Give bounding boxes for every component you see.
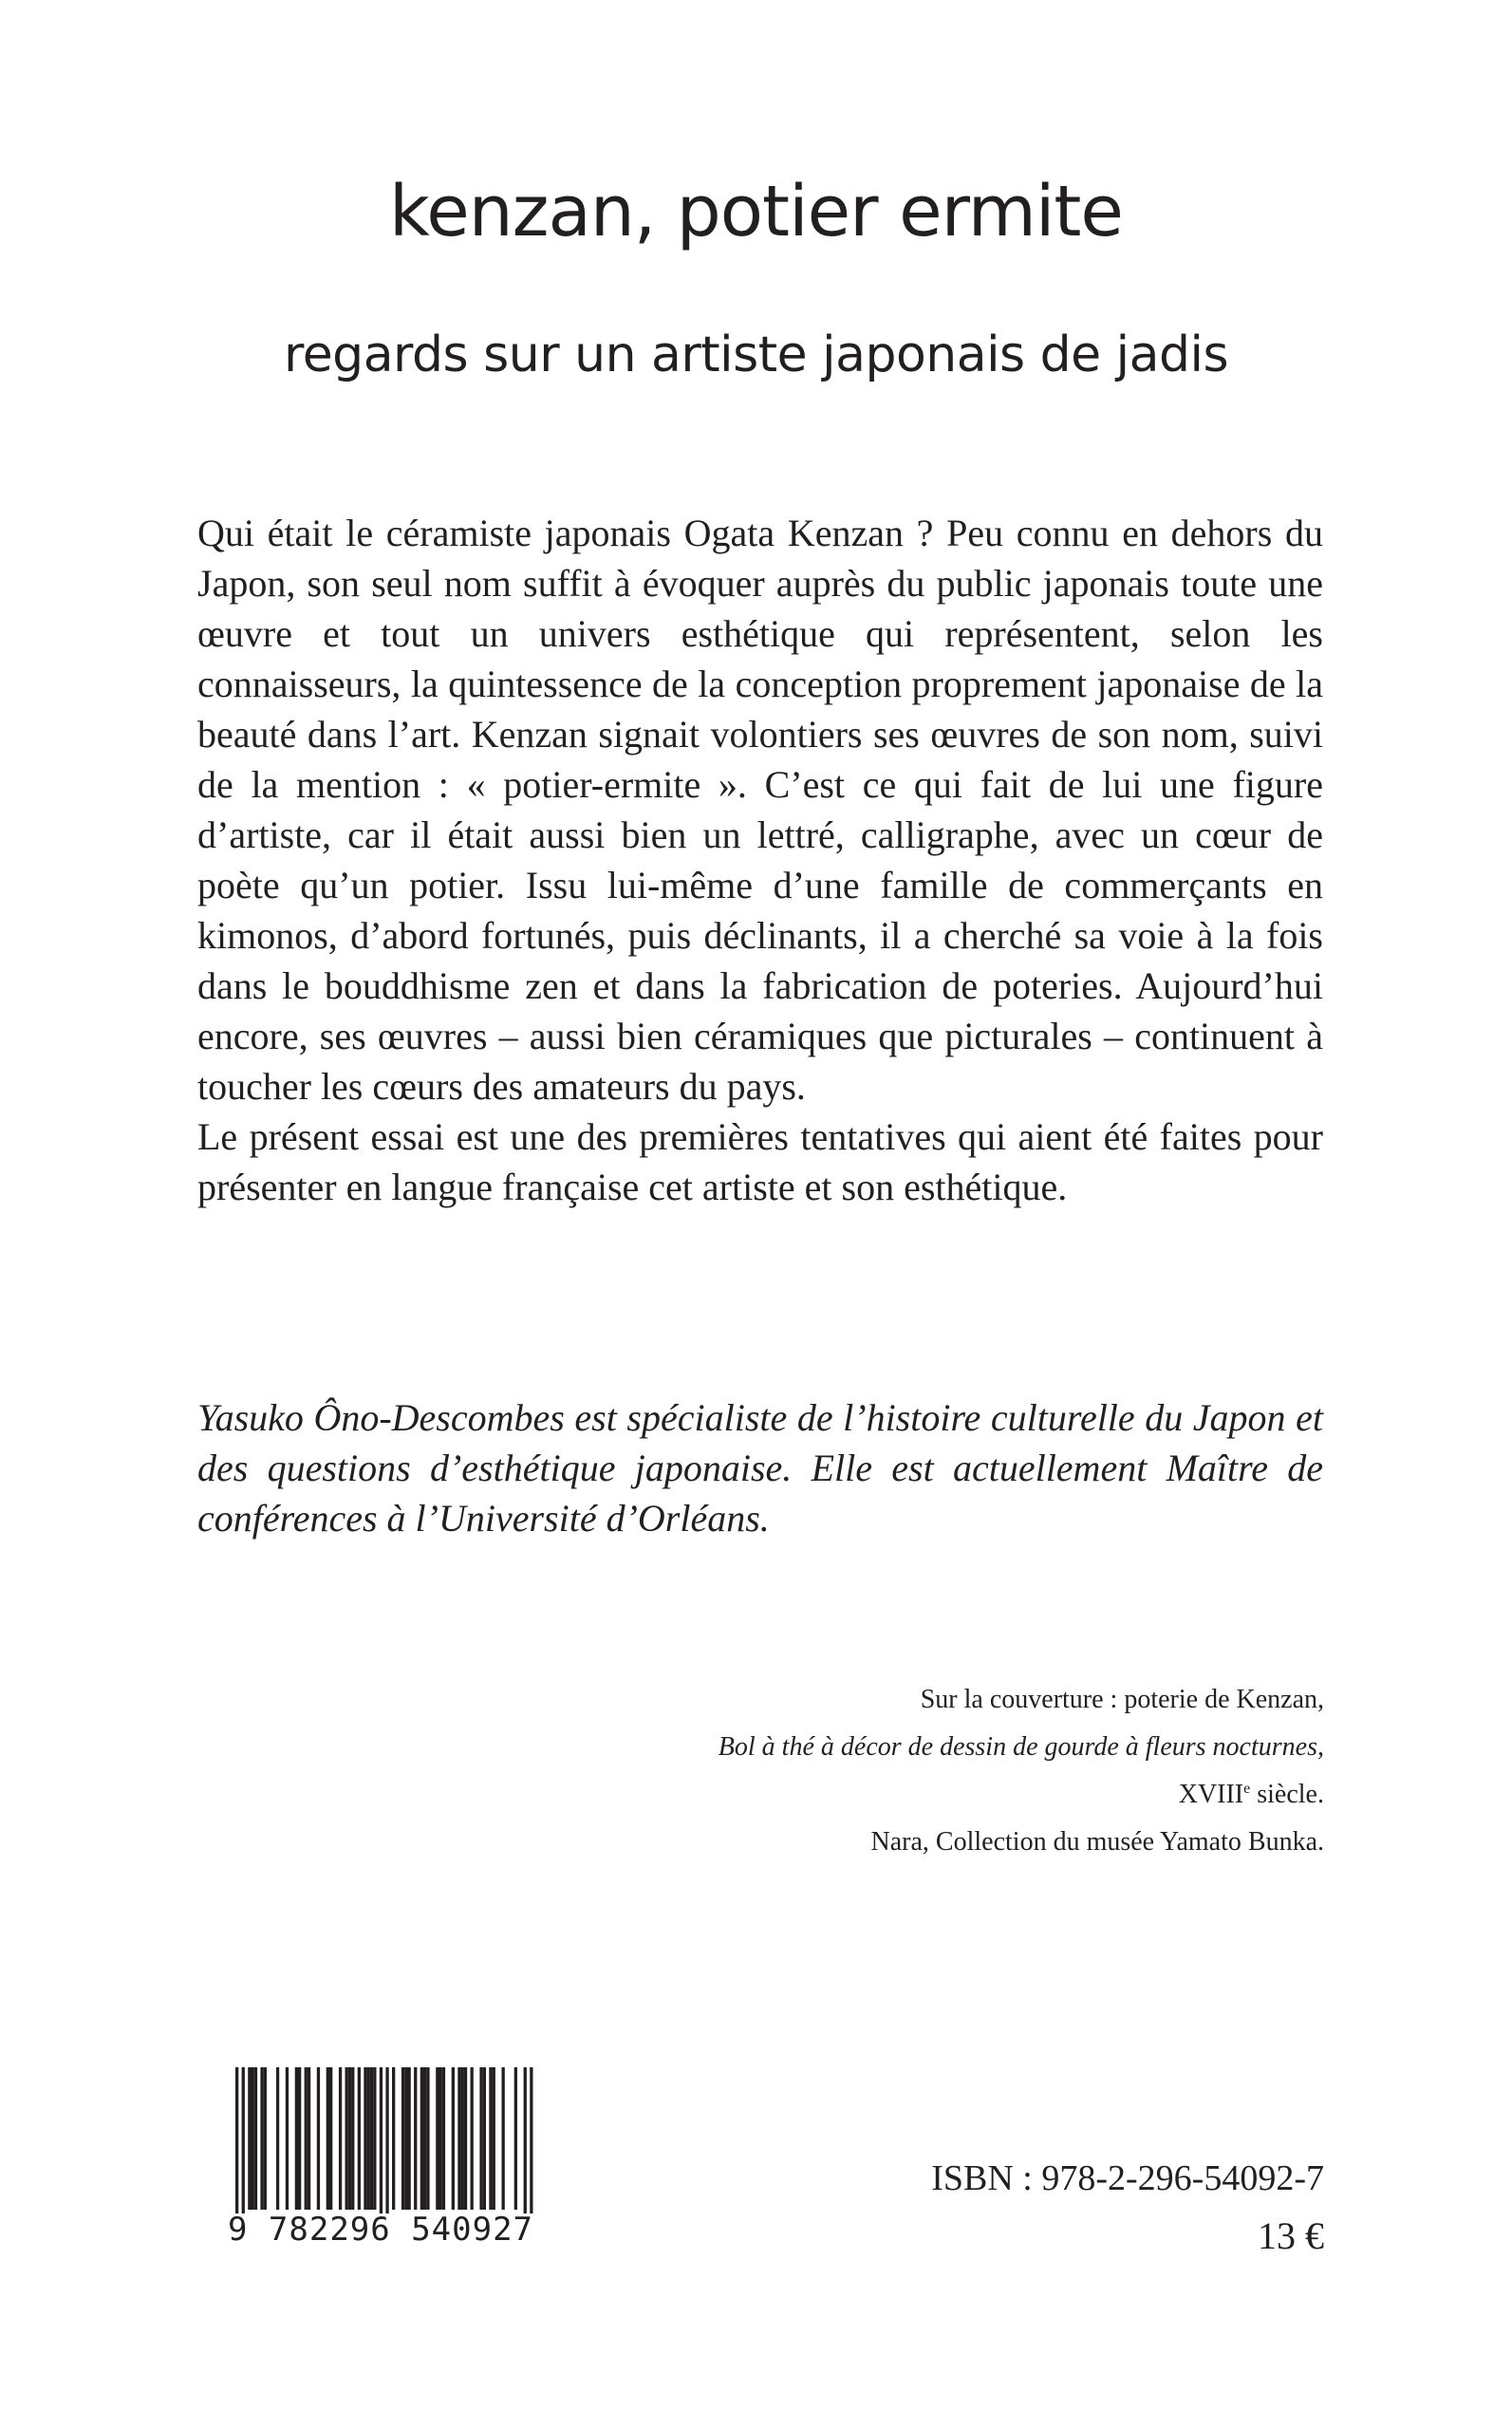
barcode-bar xyxy=(367,2067,370,2210)
barcode-bar xyxy=(524,2067,527,2231)
price: 13 € xyxy=(1258,2214,1324,2257)
barcode-bar xyxy=(298,2067,301,2210)
barcode-bar xyxy=(295,2067,298,2210)
barcode-bar xyxy=(423,2067,426,2210)
barcode-bar xyxy=(439,2067,442,2210)
barcode-bar xyxy=(461,2067,464,2210)
barcode-bar xyxy=(364,2067,366,2210)
cover-caption-line-1: Sur la couverture : poterie de Kenzan, xyxy=(920,1685,1324,1714)
century-superscript: e xyxy=(1243,1781,1251,1797)
isbn-number: ISBN : 978-2-296-54092-7 xyxy=(931,2158,1324,2198)
barcode-bar xyxy=(264,2067,267,2210)
barcode-bar xyxy=(483,2067,486,2210)
barcode-bars xyxy=(216,2067,545,2288)
century-text: siècle. xyxy=(1250,1780,1324,1809)
barcode-bar xyxy=(260,2067,263,2210)
barcode-bar xyxy=(401,2067,404,2210)
cover-caption xyxy=(375,1676,1324,1866)
summary-text xyxy=(197,508,1323,1212)
barcode-bar xyxy=(317,2067,320,2210)
barcode-bar xyxy=(305,2067,308,2210)
barcode-bar xyxy=(370,2067,373,2210)
author-bio: Yasuko Ôno-Descombes est spécialiste de l’histoire culturelle du Japon et des questions d’esthétique japonaise. Elle est actuellement Maître de conférences à l’Université d’Orléans. xyxy=(197,1396,1323,1540)
cover-caption-artwork-title: Bol à thé à décor de dessin de gourde à fleurs nocturnes, xyxy=(718,1732,1324,1762)
barcode-bar xyxy=(345,2067,348,2210)
barcode-bar xyxy=(442,2067,445,2210)
barcode-bar xyxy=(348,2067,351,2210)
barcode-bar xyxy=(276,2067,279,2210)
barcode-bar xyxy=(414,2067,417,2210)
barcode-bar xyxy=(248,2067,251,2210)
barcode-bar xyxy=(471,2067,474,2210)
barcode-bar xyxy=(380,2067,383,2231)
barcode-bar xyxy=(457,2067,460,2210)
barcode-bar xyxy=(436,2067,439,2210)
summary-paragraph-2: Le présent essai est une des premières tentatives qui aient été faites pour présenter en langue française cet artiste et son esthétique. xyxy=(197,1115,1323,1208)
barcode-bar xyxy=(286,2067,289,2210)
barcode-bar xyxy=(464,2067,467,2210)
barcode-bar xyxy=(392,2067,395,2210)
barcode-bar xyxy=(493,2067,495,2210)
barcode-bar xyxy=(329,2067,332,2210)
barcode-bar xyxy=(408,2067,411,2210)
barcode-bar xyxy=(479,2067,482,2210)
book-title: kenzan, potier ermite xyxy=(389,171,1123,252)
barcode-bar xyxy=(351,2067,354,2210)
barcode-bar xyxy=(327,2067,329,2210)
barcode-bar xyxy=(308,2067,310,2210)
cover-caption-century xyxy=(375,1771,1324,1819)
summary-paragraph-1: Qui était le céramiste japonais Ogata Kenzan ? Peu connu en dehors du Japon, son seul nom suffit à évoquer auprès du public japonais toute une œuvre et tout un univers esthétique qui représentent, selon les connaisseurs, la quintessence de la conception proprement japonaise de la beauté dans l’art. Kenzan signait volontiers ses œuvres de son nom, suivi de la mention : « potier-ermite ». C’est ce qui fait de lui une figure d’artiste, car il était aussi bien un lettré, calligraphe, avec un cœur de poète qu’un potier. Issu lui-même d’une famille de commerçants en kimonos, d’abord fortunés, puis déclinants, il a cherché sa voie à la fois dans le bouddhisme zen et dans la fabrication de poteries. Aujourd’hui encore, ses œuvres – aussi bien céramiques que picturales – continuent à toucher les cœurs des amateurs du pays. xyxy=(197,512,1323,1108)
barcode-bar xyxy=(235,2067,238,2231)
barcode-bar xyxy=(514,2067,517,2210)
book-subtitle: regards sur un artiste japonais de jadis xyxy=(283,327,1229,383)
barcode-bar xyxy=(502,2067,505,2210)
barcode-bar xyxy=(385,2067,388,2231)
barcode xyxy=(216,2067,545,2288)
barcode-bar xyxy=(373,2067,376,2210)
barcode-bar xyxy=(452,2067,455,2210)
barcode-bar xyxy=(242,2067,245,2231)
barcode-bar xyxy=(404,2067,407,2210)
century-roman: XVIII xyxy=(1178,1780,1244,1809)
barcode-bar xyxy=(339,2067,342,2210)
barcode-digits: 9 782296 540927 xyxy=(216,2213,545,2246)
barcode-bar xyxy=(252,2067,254,2210)
barcode-bar xyxy=(426,2067,429,2210)
barcode-bar xyxy=(530,2067,532,2231)
cover-caption-collection: Nara, Collection du musée Yamato Bunka. xyxy=(870,1827,1324,1857)
barcode-bar xyxy=(358,2067,361,2210)
barcode-bar xyxy=(489,2067,492,2210)
barcode-bar xyxy=(420,2067,423,2210)
barcode-bar xyxy=(254,2067,257,2210)
